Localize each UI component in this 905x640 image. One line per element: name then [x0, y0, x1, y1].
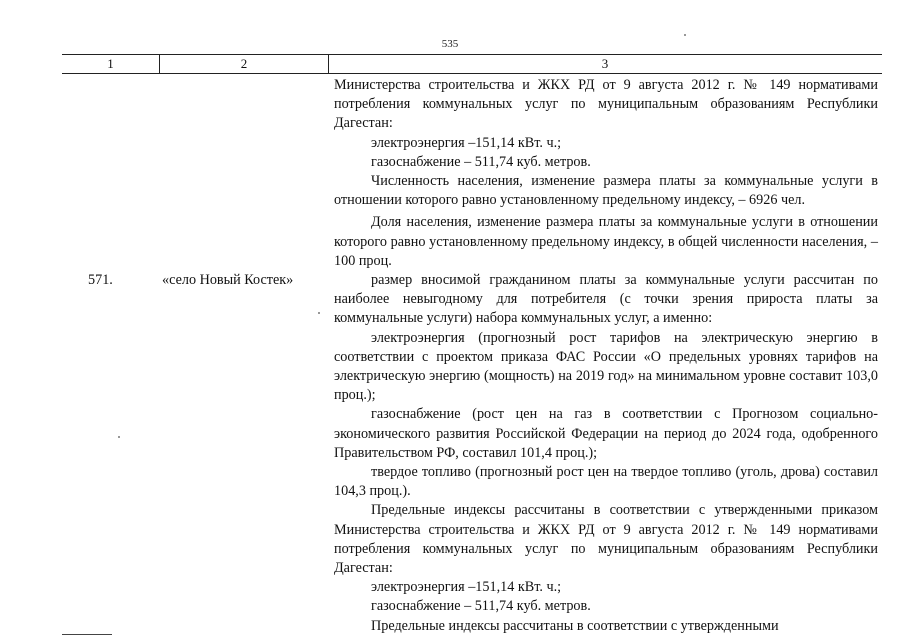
page-number: 535: [441, 38, 459, 50]
entry-571-text: [334, 271, 878, 636]
municipality-name: «село Новый Костек»: [162, 272, 294, 288]
paragraph: электроэнергия –151,14 кВт. ч.;: [371, 579, 562, 596]
scan-speck: [684, 34, 686, 36]
paragraph: размер вносимой гражданином платы за коммунальные услуги рассчитан по наиболее невыгодному для потребителя (с точки зрения прироста платы за коммунальные услуги) набора коммунальных услуг, а именно:: [334, 272, 878, 327]
table-header-row: [62, 54, 882, 74]
row-number: 571.: [88, 272, 113, 288]
paragraph: электроэнергия (прогнозный рост тарифов на электрическую энергию в соответствии с проектом приказа ФАС России «О предельных уровнях тарифов на электрическую энергию (мощность) на 2019 год» на минимальном уровне составит 103,0 проц.);: [334, 329, 878, 404]
paragraph: Численность населения, изменение размера платы за коммунальные услуги в отношении которого равно установленному предельному индексу, – 6926 чел.: [334, 173, 878, 209]
table-header-col-2: 2: [159, 55, 329, 73]
paragraph: Предельные индексы рассчитаны в соответствии с утвержденными: [371, 617, 779, 634]
paragraph: твердое топливо (прогнозный рост цен на твердое топливо (уголь, дрова) составил 104,3 проц.).: [334, 464, 878, 500]
scan-edge-mark: [62, 634, 112, 635]
paragraph: газоснабжение (рост цен на газ в соответствии с Прогнозом социально-экономического развития Российской Федерации на период до 2024 года, одобренного Правительством РФ, составил 101,4 проц.);: [334, 406, 878, 461]
paragraph: газоснабжение – 511,74 куб. метров.: [371, 598, 591, 615]
table-header-col-3: 3: [601, 56, 609, 71]
scan-speck: [318, 312, 320, 314]
paragraph: Предельные индексы рассчитаны в соответствии с утвержденными приказом Министерства строительства и ЖКХ РД от 9 августа 2012 г. № 149 нормативами потребления коммунальных услуг по муниципальным образованиям Республики Дагестан:: [334, 502, 878, 577]
paragraph: газоснабжение – 511,74 куб. метров.: [371, 153, 591, 170]
paragraph: электроэнергия –151,14 кВт. ч.;: [371, 134, 562, 151]
table-header-col-1: 1: [107, 56, 114, 71]
previous-entry-continuation: [334, 76, 878, 271]
scan-speck: [118, 436, 120, 438]
paragraph: Министерства строительства и ЖКХ РД от 9 августа 2012 г. № 149 нормативами потребления коммунальных услуг по муниципальным образованиям Республики Дагестан:: [334, 77, 878, 132]
paragraph: Доля населения, изменение размера платы за коммунальные услуги в отношении которого равно установленному предельному индексу, в общей численности населения, – 100 проц.: [334, 214, 878, 269]
